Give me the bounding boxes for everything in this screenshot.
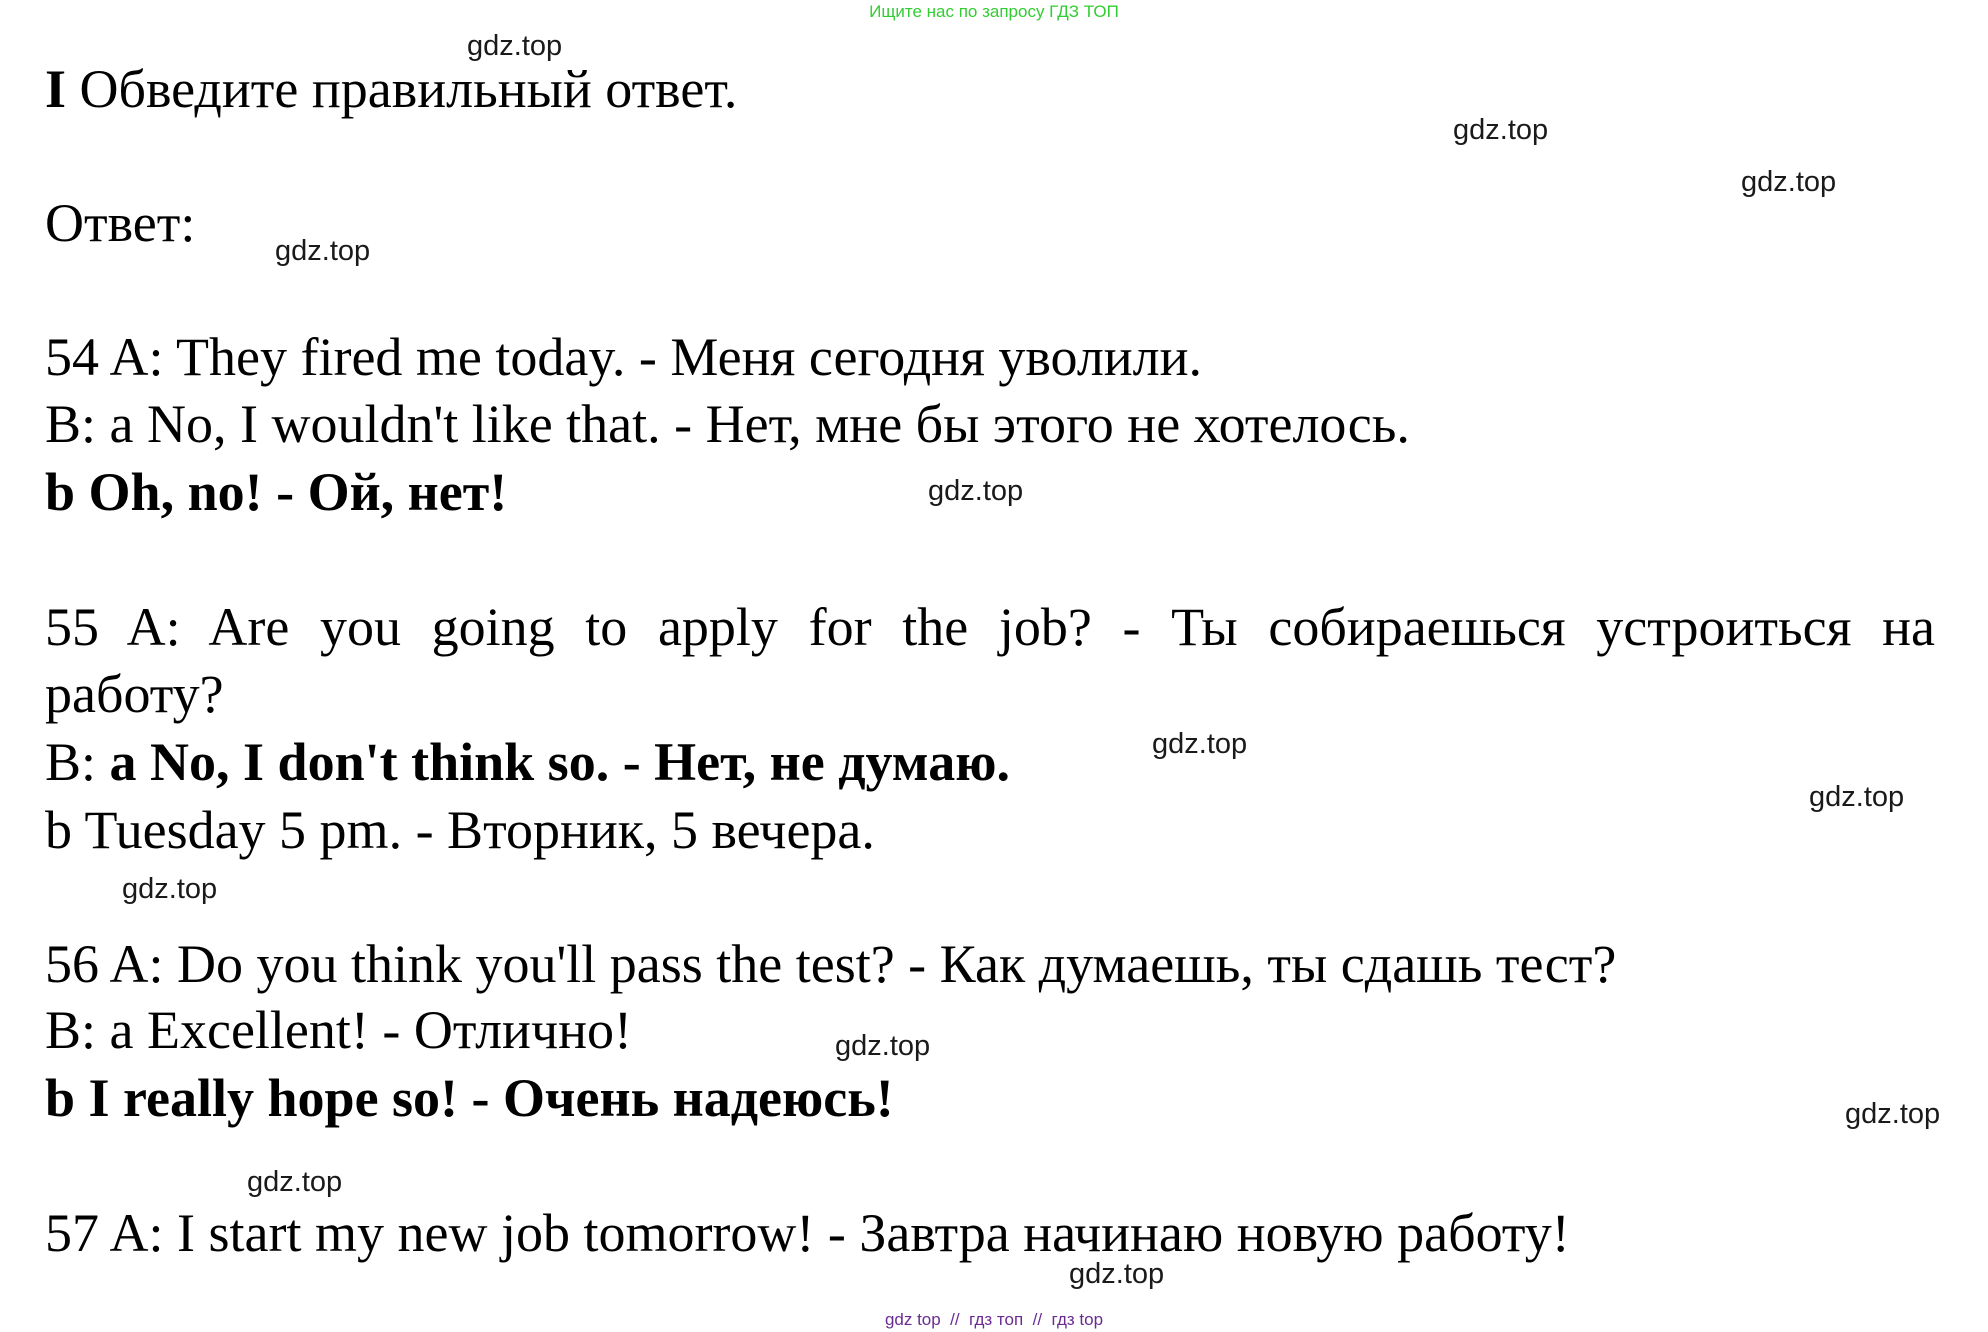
q54-option-a: B: a No, I wouldn't like that. - Нет, мне бы этого не хотелось.	[45, 394, 1410, 454]
watermark: gdz.top	[1845, 1098, 1941, 1130]
q57-question: 57 A: I start my new job tomorrow! - Завтра начинаю новую работу!	[45, 1203, 1570, 1263]
watermark: gdz.top	[1152, 728, 1248, 760]
task-number: I	[45, 59, 67, 119]
q55-answer-row	[45, 732, 1010, 792]
bottom-banner: gdz top // гдз топ // гдз top	[884, 1310, 1104, 1329]
watermark: gdz.top	[467, 30, 563, 62]
task-heading	[45, 59, 738, 119]
q54-question: 54 A: They fired me today. - Меня сегодня уволили.	[45, 327, 1203, 387]
answer-label: Ответ:	[45, 193, 196, 253]
q56-question: 56 A: Do you think you'll pass the test? - Как думаешь, ты сдашь тест?	[45, 934, 1617, 994]
q55-question-line1: 55 A: Are you going to apply for the job? - Ты собираешься устроиться на	[45, 597, 1935, 657]
q56-option-a: B: a Excellent! - Отлично!	[45, 1000, 632, 1060]
watermark: gdz.top	[1809, 781, 1905, 813]
top-banner: Ищите нас по запросу ГДЗ ТОП	[869, 2, 1119, 21]
q54-option-b-correct: b Oh, no! - Ой, нет!	[45, 462, 508, 522]
task-instruction: Обведите правильный ответ.	[79, 59, 738, 119]
watermark: gdz.top	[928, 475, 1024, 507]
q55-question-line2: работу?	[45, 664, 224, 724]
watermark: gdz.top	[1741, 166, 1837, 198]
watermark: gdz.top	[247, 1166, 343, 1198]
watermark: gdz.top	[275, 235, 371, 267]
q55-option-a-correct: a No, I don't think so. - Нет, не думаю.	[109, 732, 1010, 792]
watermark: gdz.top	[835, 1030, 931, 1062]
q55-b-prefix: B:	[45, 732, 110, 792]
watermark: gdz.top	[1453, 114, 1549, 146]
watermark: gdz.top	[122, 873, 218, 905]
q56-option-b-correct: b I really hope so! - Очень надеюсь!	[45, 1068, 894, 1128]
watermark: gdz.top	[1069, 1258, 1165, 1290]
q55-option-b: b Tuesday 5 pm. - Вторник, 5 вечера.	[45, 800, 875, 860]
